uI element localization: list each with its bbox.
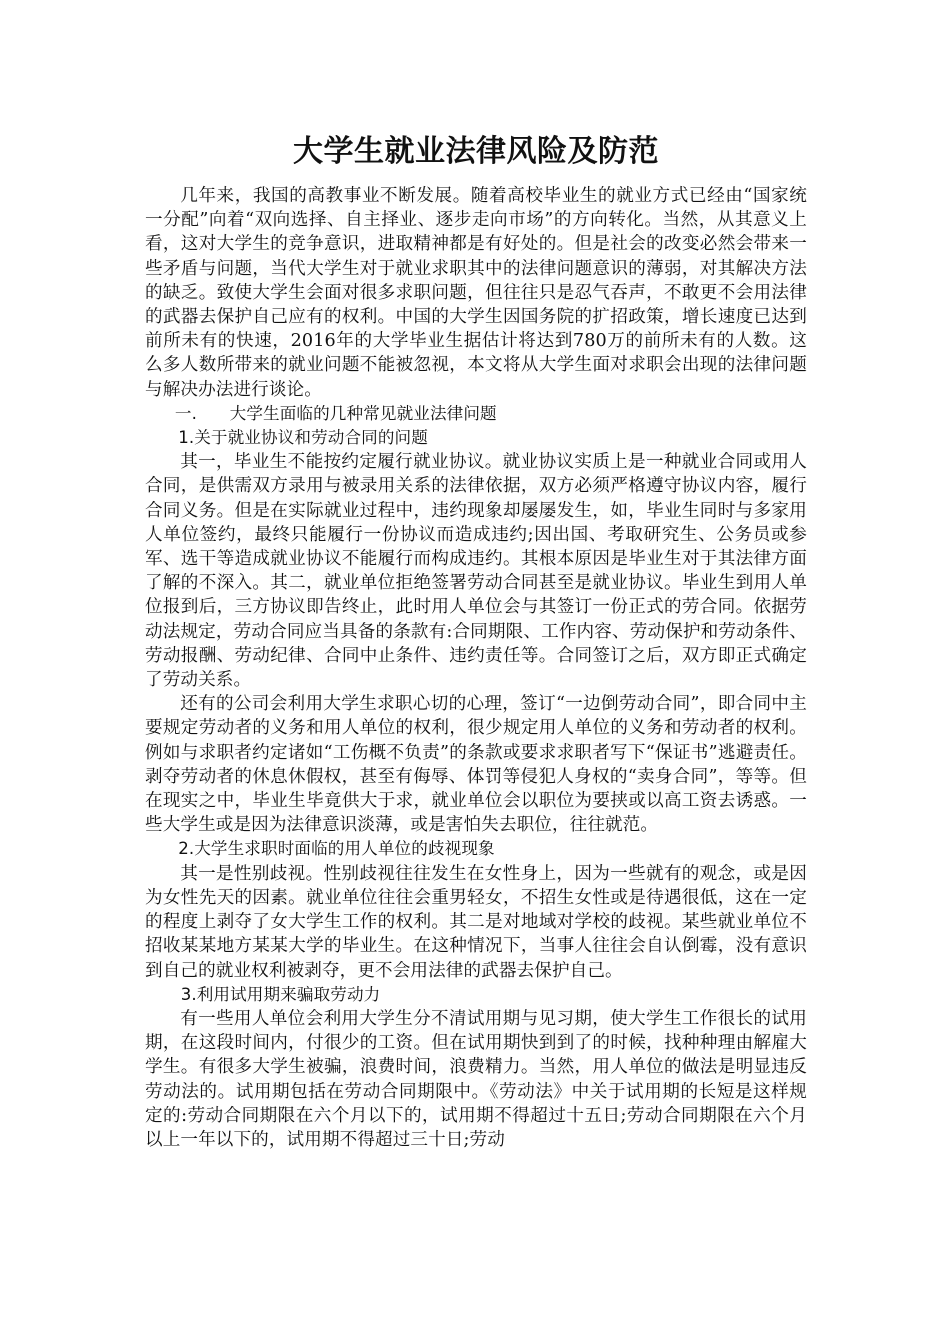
- body-paragraph-4: 有一些用人单位会利用大学生分不清试用期与见习期，使大学生工作很长的试用期，在这段时间内，付很少的工资。但在试用期快到到了的时候，找种种理由解雇大学生。有很多大学生被骗，浪费时间，浪费精力。当然，用人单位的做法是明显违反劳动法的。试用期包括在劳动合同期限中。《劳动法》中关于试用期的长短是这样规定的:劳动合同期限在六个月以下的，试用期不得超过十五日;劳动合同期限在六个月以上一年以下的，试用期不得超过三十日;劳动: [145, 1008, 807, 1150]
- section-heading: [145, 402, 807, 426]
- document-title: 大学生就业法律风险及防范: [293, 134, 659, 169]
- body-paragraph-1: 其一，毕业生不能按约定履行就业协议。就业协议实质上是一种就业合同或用人合同，是供需双方录用与被录用关系的法律依据，双方必须严格遵守协议内容，履行合同义务。但是在实际就业过程中，违约现象却屡屡发生，如，毕业生同时与多家用人单位签约，最终只能履行一份协议而造成违约;因出国、考取研究生、公务员或参军、选干等造成就业协议不能履行而构成违约。其根本原因是毕业生对于其法律方面了解的不深入。其二，就业单位拒绝签署劳动合同甚至是就业协议。毕业生到用人单位报到后，三方协议即告终止，此时用人单位会与其签订一份正式的劳合同。依据劳动法规定，劳动合同应当具备的条款有:合同期限、工作内容、劳动保护和劳动条件、劳动报酬、劳动纪律、合同中止条件、违约责任等。合同签订之后，双方即正式确定了劳动关系。: [145, 452, 807, 691]
- subsection-heading-2: 2.大学生求职时面临的用人单位的歧视现象: [178, 839, 495, 859]
- section-number: 一.: [174, 403, 197, 423]
- body-paragraph-3: 其一是性别歧视。性别歧视往往发生在女性身上，因为一些就有的观念，或是因为女性先天的因素。就业单位往往会重男轻女，不招生女性或是待遇很低，这在一定的程度上剥夺了女大学生工作的权利。其二是对地域对学校的歧视。某些就业单位不招收某某地方某某大学的毕业生。在这种情况下，当事人往往会自认倒霉，没有意识到自己的就业权利被剥夺，更不会用法律的武器去保护自己。: [145, 863, 807, 981]
- section-heading-text: 大学生面临的几种常见就业法律问题: [229, 403, 497, 423]
- subsection-heading-1: 1.关于就业协议和劳动合同的问题: [178, 428, 428, 448]
- subsection-heading-3: 3.利用试用期来骗取劳动力: [180, 984, 381, 1004]
- intro-paragraph: 几年来，我国的高教事业不断发展。随着高校毕业生的就业方式已经由“国家统一分配”向着“双向选择、自主择业、逐步走向市场”的方向转化。当然，从其意义上看，这对大学生的竞争意识，进取精神都是有好处的。但是社会的改变必然会带来一些矛盾与问题，当代大学生对于就业求职其中的法律问题意识的薄弱，对其解决方法的缺乏。致使大学生会面对很多求职问题，但往往只是忍气吞声，不敢更不会用法律的武器去保护自己应有的权利。中国的大学生因国务院的扩招政策，增长速度已达到前所未有的快速，2016年的大学毕业生据估计将达到780万的前所未有的人数。这么多人数所带来的就业问题不能被忽视，本文将从大学生面对求职会出现的法律问题与解决办法进行谈论。: [145, 186, 807, 400]
- body-paragraph-2: 还有的公司会利用大学生求职心切的心理，签订“一边倒劳动合同”，即合同中主要规定劳动者的义务和用人单位的权利，很少规定用人单位的义务和劳动者的权利。例如与求职者约定诸如“工伤概不负责”的条款或要求求职者写下“保证书”逃避责任。剥夺劳动者的休息休假权，甚至有侮辱、体罚等侵犯人身权的“卖身合同”，等等。但在现实之中，毕业生毕竟供大于求，就业单位会以职位为要挟或以高工资去诱惑。一些大学生或是因为法律意识淡薄，或是害怕失去职位，往往就范。: [145, 694, 807, 836]
- document-body: [145, 128, 807, 1152]
